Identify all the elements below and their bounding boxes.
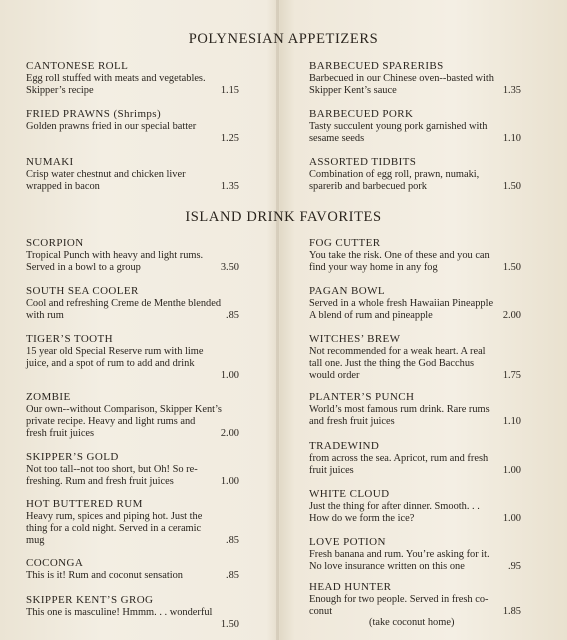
description-text: juice, and a spot of rum to add and drink <box>26 358 195 370</box>
item-description-line <box>26 570 276 582</box>
item-description-line <box>309 370 559 382</box>
description-text: World’s most famous rum drink. Rare rums <box>309 404 490 415</box>
description-text: Tasty succulent young pork garnished with <box>309 121 488 132</box>
item-price: 1.25 <box>220 133 239 145</box>
item-price: 1.00 <box>220 370 239 382</box>
menu-item <box>309 391 559 428</box>
item-description-line <box>309 298 559 310</box>
item-name: NUMAKI <box>26 156 74 168</box>
menu-item <box>309 581 559 618</box>
description-text: This one is masculine! Hmmm. . . wonderful <box>26 607 213 618</box>
item-description-line <box>309 501 559 513</box>
menu-item <box>26 391 276 441</box>
item-name: HOT BUTTERED RUM <box>26 498 143 510</box>
item-description-line <box>26 476 276 488</box>
item-price: 1.15 <box>220 85 239 97</box>
description-text: How do we form the ice? <box>309 513 415 525</box>
description-text: private recipe. Heavy and light rums and <box>26 416 196 428</box>
menu-item <box>309 488 559 525</box>
menu-item <box>309 156 559 193</box>
item-description-line <box>26 607 276 619</box>
description-text: tall one. Just the thing the God Bacchus <box>309 358 475 370</box>
item-description-line <box>26 298 276 310</box>
menu-item <box>26 108 276 145</box>
item-description-line <box>309 465 559 477</box>
item-name: PAGAN BOWL <box>309 285 386 297</box>
item-name: LOVE POTION <box>309 536 386 548</box>
description-text: freshing. Rum and fresh fruit juices <box>26 476 174 488</box>
item-description-line <box>26 358 276 370</box>
item-description-line <box>26 511 276 523</box>
description-text: would order <box>309 370 360 382</box>
item-price: 1.35 <box>220 181 239 193</box>
description-text: thing for a cold night. Served in a ceramic <box>26 523 202 535</box>
item-price: 1.00 <box>502 465 521 477</box>
drinks-heading: ISLAND DRINK FAVORITES <box>185 209 382 225</box>
item-name: COCONGA <box>26 557 84 569</box>
description-text: wrapped in bacon <box>26 181 100 193</box>
appetizers-heading: POLYNESIAN APPETIZERS <box>188 31 379 47</box>
menu-item <box>26 498 276 548</box>
menu-item <box>309 440 559 477</box>
item-name: FOG CUTTER <box>309 237 381 249</box>
item-name: BARBECUED PORK <box>309 108 414 120</box>
item-price: 1.10 <box>502 133 521 145</box>
description-text: Skipper’s recipe <box>26 85 94 97</box>
item-description-line <box>309 594 559 606</box>
item-description-line <box>309 121 559 133</box>
description-text: Our own--without Comparison, Skipper Kent’s <box>26 404 222 415</box>
item-description-line <box>26 619 276 631</box>
description-text: Not too tall--not too short, but Oh! So re- <box>26 464 198 475</box>
item-description-line <box>309 85 559 97</box>
item-description-line <box>309 181 559 193</box>
item-price: .85 <box>226 310 239 322</box>
item-description-line <box>309 346 559 358</box>
item-price: .85 <box>226 570 239 581</box>
item-name: ZOMBIE <box>26 391 71 403</box>
description-text: Tropical Punch with heavy and light rums. <box>26 250 204 261</box>
description-text: and fresh fruit juices <box>309 416 395 428</box>
item-description-line <box>309 133 559 145</box>
item-description-line <box>309 561 559 573</box>
item-description-line <box>26 133 276 145</box>
item-name: CANTONESE ROLL <box>26 60 129 72</box>
item-description-line <box>309 404 559 416</box>
description-text: mug <box>26 535 45 547</box>
item-price: .85 <box>226 535 239 547</box>
item-name: ASSORTED TIDBITS <box>309 156 417 168</box>
description-text: Served in a bowl to a group <box>26 262 141 274</box>
item-description-line <box>309 513 559 525</box>
description-text: Served in a whole fresh Hawaiian Pineapple <box>309 298 494 309</box>
item-price: 3.50 <box>220 262 239 274</box>
menu-item <box>309 60 559 97</box>
item-description-line <box>26 85 276 97</box>
description-text: Enough for two people. Served in fresh co- <box>309 594 489 605</box>
item-description-line <box>309 310 559 322</box>
item-name: SCORPION <box>26 237 84 249</box>
description-text: 15 year old Special Reserve rum with lime <box>26 346 204 357</box>
item-description-line <box>309 453 559 465</box>
item-price: 1.50 <box>502 262 521 274</box>
description-text: Not recommended for a weak heart. A real <box>309 346 486 357</box>
description-text: Crisp water chestnut and chicken liver <box>26 169 186 180</box>
item-description-line <box>26 416 276 428</box>
description-text: fruit juices <box>309 465 354 477</box>
description-text: A blend of rum and pineapple <box>309 310 433 322</box>
menu-item <box>26 557 276 582</box>
item-description-line <box>309 169 559 181</box>
menu-item <box>309 285 559 322</box>
item-description-line <box>26 535 276 547</box>
description-text: Fresh banana and rum. You’re asking for it. <box>309 549 490 560</box>
item-description-line <box>26 181 276 193</box>
menu-item <box>26 594 276 631</box>
item-name: TIGER’S TOOTH <box>26 333 113 345</box>
item-name: SKIPPER KENT’S GROG <box>26 594 154 606</box>
menu-item <box>26 60 276 97</box>
head-hunter-note: (take coconut home) <box>369 617 455 628</box>
item-name: WITCHES’ BREW <box>309 333 401 345</box>
description-text: fresh fruit juices <box>26 428 95 440</box>
menu-item <box>26 285 276 322</box>
item-description-line <box>26 464 276 476</box>
item-description-line <box>309 358 559 370</box>
item-name: HEAD HUNTER <box>309 581 392 593</box>
description-text: find your way home in any fog <box>309 262 438 274</box>
item-price: 1.10 <box>502 416 521 428</box>
item-price: 1.50 <box>220 619 239 631</box>
description-text: sparerib and barbecued pork <box>309 181 427 193</box>
description-text: You take the risk. One of these and you can <box>309 250 490 261</box>
item-price: 1.35 <box>502 85 521 97</box>
item-price: 2.00 <box>502 310 521 322</box>
item-description-line <box>26 370 276 382</box>
item-price: 2.00 <box>220 428 239 440</box>
menu-item <box>309 237 559 274</box>
item-description-line <box>309 250 559 262</box>
item-description-line <box>26 523 276 535</box>
item-description-line <box>309 416 559 428</box>
item-description-line <box>26 169 276 181</box>
item-description-line <box>26 346 276 358</box>
description-text: Skipper Kent’s sauce <box>309 85 397 97</box>
item-description-line <box>26 73 276 85</box>
menu-item <box>309 333 559 383</box>
description-text: Just the thing for after dinner. Smooth. . . <box>309 501 480 512</box>
menu-item <box>309 108 559 145</box>
item-description-line <box>26 262 276 274</box>
menu-item <box>26 156 276 193</box>
item-description-line <box>26 310 276 322</box>
description-text: Heavy rum, spices and piping hot. Just the <box>26 511 203 522</box>
description-text: This is it! Rum and coconut sensation <box>26 570 183 581</box>
menu-item <box>309 536 559 573</box>
page-fold <box>276 0 279 640</box>
item-price: 1.85 <box>502 606 521 618</box>
item-name: FRIED PRAWNS (Shrimps) <box>26 108 162 120</box>
item-description-line <box>26 428 276 440</box>
menu-item <box>26 333 276 383</box>
description-text: Cool and refreshing Creme de Menthe blended <box>26 298 222 309</box>
item-price: 1.50 <box>502 181 521 193</box>
item-description-line <box>309 262 559 274</box>
item-name: BARBECUED SPARERIBS <box>309 60 444 72</box>
description-text: Egg roll stuffed with meats and vegetables. <box>26 73 206 84</box>
menu-item <box>26 237 276 274</box>
item-name: WHITE CLOUD <box>309 488 390 500</box>
description-text: Barbecued in our Chinese oven--basted with <box>309 73 494 84</box>
description-text: No love insurance written on this one <box>309 561 465 573</box>
item-description-line <box>26 121 276 133</box>
item-price: 1.00 <box>220 476 239 488</box>
item-description-line <box>309 73 559 85</box>
item-name: SKIPPER’S GOLD <box>26 451 119 463</box>
item-name: PLANTER’S PUNCH <box>309 391 415 403</box>
description-text: sesame seeds <box>309 133 365 145</box>
item-price: 1.75 <box>502 370 521 382</box>
menu-item <box>26 451 276 488</box>
item-description-line <box>309 549 559 561</box>
description-text: Combination of egg roll, prawn, numaki, <box>309 169 480 180</box>
item-price: .95 <box>508 561 521 573</box>
item-price: 1.00 <box>502 513 521 525</box>
description-text: with rum <box>26 310 64 322</box>
description-text: conut <box>309 606 333 618</box>
item-description-line <box>26 404 276 416</box>
item-name: SOUTH SEA COOLER <box>26 285 139 297</box>
item-description-line <box>26 250 276 262</box>
description-text: from across the sea. Apricot, rum and fresh <box>309 453 489 464</box>
item-name: TRADEWIND <box>309 440 380 452</box>
description-text: Golden prawns fried in our special batter <box>26 121 197 132</box>
